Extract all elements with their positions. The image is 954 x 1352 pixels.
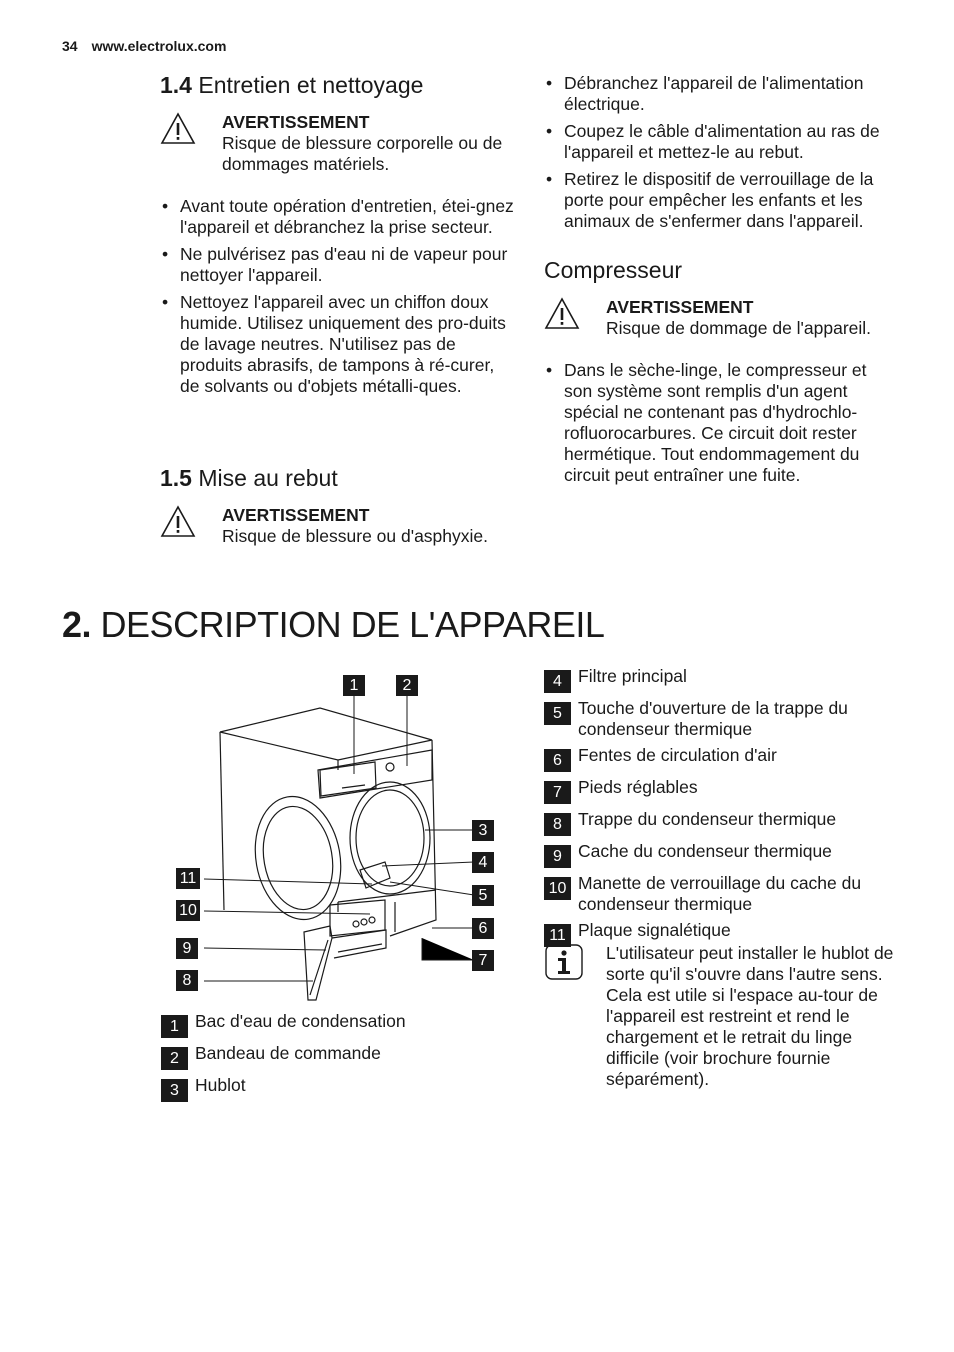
info-icon [544,943,606,1090]
list-item: • Ne pulvérisez pas d'eau ni de vapeur pour nettoyer l'appareil. [162,244,516,286]
callout-6: 6 [472,918,494,939]
info-note [544,943,894,1090]
legend-number: 3 [161,1079,188,1102]
legend-item [161,1043,521,1070]
legend-text: Touche d'ouverture de la trappe du condenseur thermique [578,698,848,739]
warning-box [160,112,520,175]
list-item: • Débranchez l'appareil de l'alimentation électrique. [546,73,906,115]
legend-number: 7 [544,781,571,804]
bullet-list-1-5 [546,73,906,238]
list-item: • Avant toute opération d'entretien, étei-gnez l'appareil et débranchez la prise secteur. [162,196,516,238]
callout-8: 8 [176,970,198,991]
legend-item [544,698,894,740]
warning-text: Risque de blessure ou d'asphyxie. [222,526,489,546]
callout-2: 2 [396,675,418,696]
warning-triangle-icon [544,297,606,339]
chapter-title [62,604,604,646]
dryer-drawing [170,670,510,1010]
warning-title: AVERTISSEMENT [222,505,370,525]
bullet-list-1-4 [162,196,516,403]
page-header [62,38,226,54]
legend-item [544,841,894,868]
bullet-list-compresseur [546,360,892,492]
section-title-text: Entretien et nettoyage [198,72,424,98]
callout-11: 11 [176,868,200,889]
callout-7: 7 [472,950,494,971]
legend-number: 2 [161,1047,188,1070]
warning-box [160,505,530,547]
legend-item [544,809,894,836]
callout-4: 4 [472,852,494,873]
legend-text: Fentes de circulation d'air [578,745,777,765]
section-number: 1.4 [160,72,192,98]
callout-5: 5 [472,885,494,906]
legend-number: 9 [544,845,571,868]
warning-text: Risque de blessure corporelle ou de dommages matériels. [222,133,503,174]
legend-number: 1 [161,1015,188,1038]
section-1-4-title [160,72,423,99]
legend-item [544,745,894,772]
section-title-text: Mise au rebut [198,465,338,491]
legend-item [161,1075,521,1102]
list-item: • Dans le sèche-linge, le compresseur et son système sont remplis d'un agent spécial ne contenant pas d'hydrochlo-rofluorocarbures. Ce circuit doit rester hermétique. Tout endommagement du circuit peut entraîner une fuite. [546,360,892,486]
list-item: • Coupez le câble d'alimentation au ras de l'appareil et mettez-le au rebut. [546,121,906,163]
legend-item [544,777,894,804]
chapter-title-text: DESCRIPTION DE L'APPAREIL [100,604,605,645]
warning-triangle-icon [160,112,222,175]
list-item: • Nettoyez l'appareil avec un chiffon doux humide. Utilisez uniquement des pro-duits de lavage neutres. N'utilisez pas de produits abrasifs, de tampons à ré-curer, de solvants ou d'objets métalli-ques. [162,292,516,397]
warning-title: AVERTISSEMENT [606,297,754,317]
warning-triangle-icon [160,505,222,547]
warning-title: AVERTISSEMENT [222,112,370,132]
legend-text: Bandeau de commande [195,1043,381,1063]
legend-text: Cache du condenseur thermique [578,841,832,861]
legend-number: 10 [544,877,571,900]
callout-10: 10 [176,900,200,921]
legend-number: 6 [544,749,571,772]
callout-9: 9 [176,938,198,959]
legend-number: 5 [544,702,571,725]
legend-text: Bac d'eau de condensation [195,1011,406,1031]
legend-text: Trappe du condenseur thermique [578,809,837,829]
legend-text: Manette de verrouillage du cache du condenseur thermique [578,873,862,914]
info-note-text: L'utilisateur peut installer le hublot de sorte qu'il s'ouvre dans l'autre sens. Cela est utile si l'espace au-tour de l'appareil est restreint et rend le chargement et le retrait du linge difficile (voir brochure fournie séparément). [606,943,894,1089]
list-item: • Retirez le dispositif de verrouillage de la porte pour empêcher les enfants et les animaux de s'enfermer dans l'appareil. [546,169,906,232]
page-number: 34 [62,38,78,54]
legend-item [161,1011,521,1038]
legend-item [544,873,894,915]
legend-right [544,666,894,952]
legend-text: Plaque signalétique [578,920,731,940]
section-1-5-title [160,465,338,492]
legend-number: 8 [544,813,571,836]
legend-text: Filtre principal [578,666,687,686]
legend-text: Pieds réglables [578,777,698,797]
legend-item [544,666,894,693]
section-number: 1.5 [160,465,192,491]
legend-left [161,1011,521,1107]
warning-box [544,297,914,339]
compresseur-title: Compresseur [544,257,683,283]
site-url: www.electrolux.com [91,38,227,54]
warning-text: Risque de dommage de l'appareil. [606,318,872,338]
callout-1: 1 [343,675,365,696]
legend-number: 4 [544,670,571,693]
dryer-illustration [170,670,510,1010]
chapter-number: 2. [62,604,92,645]
legend-text: Hublot [195,1075,246,1095]
callout-3: 3 [472,820,494,841]
legend-number: 11 [544,924,571,947]
